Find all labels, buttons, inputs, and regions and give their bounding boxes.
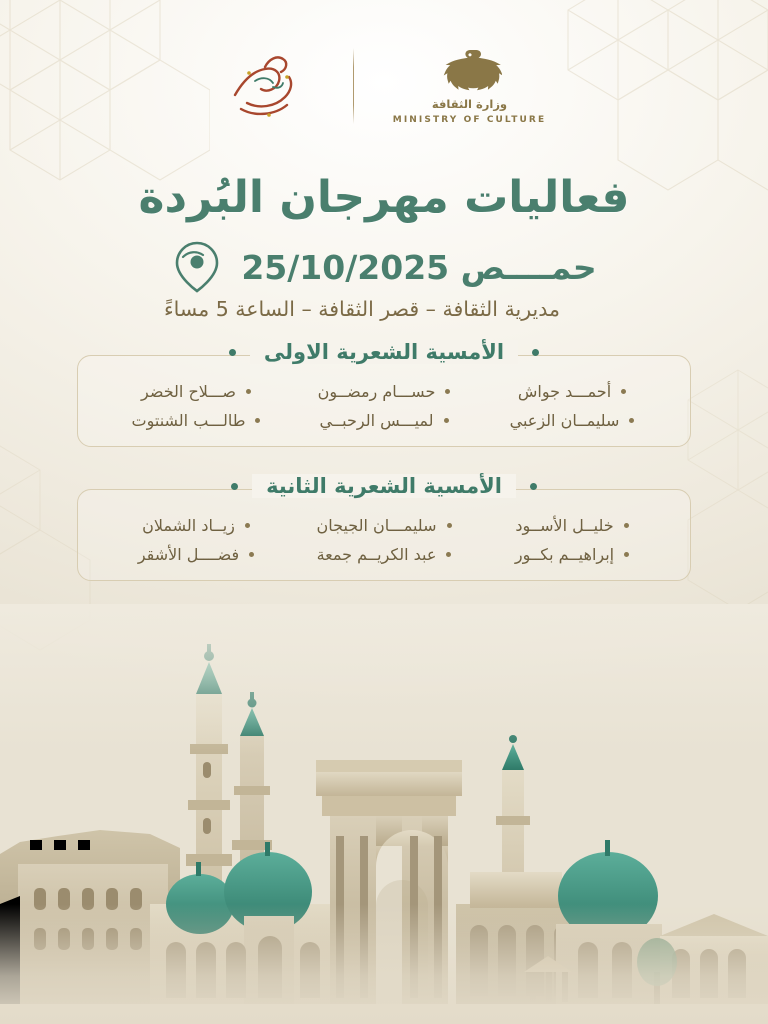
poet-name-label: سليمــان الزعبي <box>509 411 620 430</box>
session-block-2 <box>77 474 691 581</box>
poet-name-label: لميـــس الرحبــي <box>319 411 434 430</box>
bullet-icon <box>624 552 629 557</box>
festival-logo <box>209 42 327 130</box>
dot-icon <box>530 483 537 490</box>
session-1-heading-wrap <box>77 340 691 364</box>
poet-name-label: فضــــل الأشقر <box>137 545 240 564</box>
ministry-name-en: MINISTRY OF CULTURE <box>392 115 547 125</box>
heritage-skyline-illustration <box>0 604 768 1024</box>
event-date-row <box>0 239 768 295</box>
poet-name <box>290 545 478 564</box>
ministry-logo <box>380 47 560 125</box>
session-block-1 <box>77 340 691 447</box>
poet-name <box>290 382 478 401</box>
bullet-icon <box>447 523 452 528</box>
umayyad-mosque-dome <box>150 842 340 1004</box>
dot-icon <box>532 349 539 356</box>
festival-calligraphy-icon <box>213 43 323 129</box>
tree <box>637 938 677 1004</box>
bullet-icon <box>444 418 449 423</box>
bullet-icon <box>621 389 626 394</box>
pavilion <box>524 956 572 1002</box>
minaret <box>232 692 272 996</box>
poet-name <box>478 382 666 401</box>
poet-name <box>290 411 478 430</box>
table-row <box>96 382 672 401</box>
bullet-icon <box>629 418 634 423</box>
palmyra-arch <box>316 760 462 1004</box>
poet-name-label: طالـــب الشنتوت <box>131 411 246 430</box>
bullet-icon <box>445 389 450 394</box>
ministry-eagle-icon <box>438 47 502 93</box>
poet-name <box>102 545 290 564</box>
poet-name-label: سليمـــان الجيجان <box>316 516 437 535</box>
session-2-names <box>96 516 672 564</box>
table-row <box>96 516 672 535</box>
poet-name <box>478 516 666 535</box>
poet-name-label: صـــلاح الخضر <box>141 382 236 401</box>
poet-name-label: حســـام رمضــون <box>317 382 436 401</box>
poet-name <box>102 382 290 401</box>
bullet-icon <box>255 418 260 423</box>
poet-name-label: عبد الكريــم جمعة <box>316 545 437 564</box>
page-title: فعاليات مهرجان البُردة <box>138 172 630 223</box>
poet-name-label: أحمـــد جواش <box>517 382 612 401</box>
table-row <box>96 411 672 430</box>
table-row <box>96 545 672 564</box>
mosque-courtyard <box>456 840 768 1004</box>
poet-name <box>102 516 290 535</box>
bullet-icon <box>249 552 254 557</box>
event-date-text: حمــــص 25/10/2025 <box>241 247 597 287</box>
poet-name <box>478 545 666 564</box>
poster-header <box>0 0 768 125</box>
bullet-icon <box>446 552 451 557</box>
session-2-heading: الأمسية الشعرية الثانية <box>252 474 516 498</box>
citadel <box>0 830 180 1004</box>
dot-icon <box>231 483 238 490</box>
session-frame-2 <box>77 489 691 581</box>
session-frame-1 <box>77 355 691 447</box>
ground-fade <box>0 904 768 1024</box>
session-2-heading-wrap <box>77 474 691 498</box>
poet-name <box>102 411 290 430</box>
poet-name <box>478 411 666 430</box>
session-1-names <box>96 382 672 430</box>
minaret <box>186 644 232 994</box>
minaret <box>496 735 530 1000</box>
bullet-icon <box>246 389 251 394</box>
dot-icon <box>229 349 236 356</box>
bullet-icon <box>245 523 250 528</box>
session-1-heading: الأمسية الشعرية الاولى <box>250 340 518 364</box>
poet-name-label: زيــاد الشملان <box>142 516 235 535</box>
header-divider <box>353 48 354 124</box>
location-pin-icon <box>171 239 223 295</box>
bullet-icon <box>624 523 629 528</box>
event-venue: مديرية الثقافة – قصر الثقافة – الساعة 5 مساءً <box>164 297 560 321</box>
poet-name-label: إبراهيــم بكــور <box>514 545 615 564</box>
poet-name <box>290 516 478 535</box>
ministry-name-ar: وزارة الثقافة <box>431 97 508 111</box>
poet-name-label: خليــل الأســود <box>515 516 614 535</box>
